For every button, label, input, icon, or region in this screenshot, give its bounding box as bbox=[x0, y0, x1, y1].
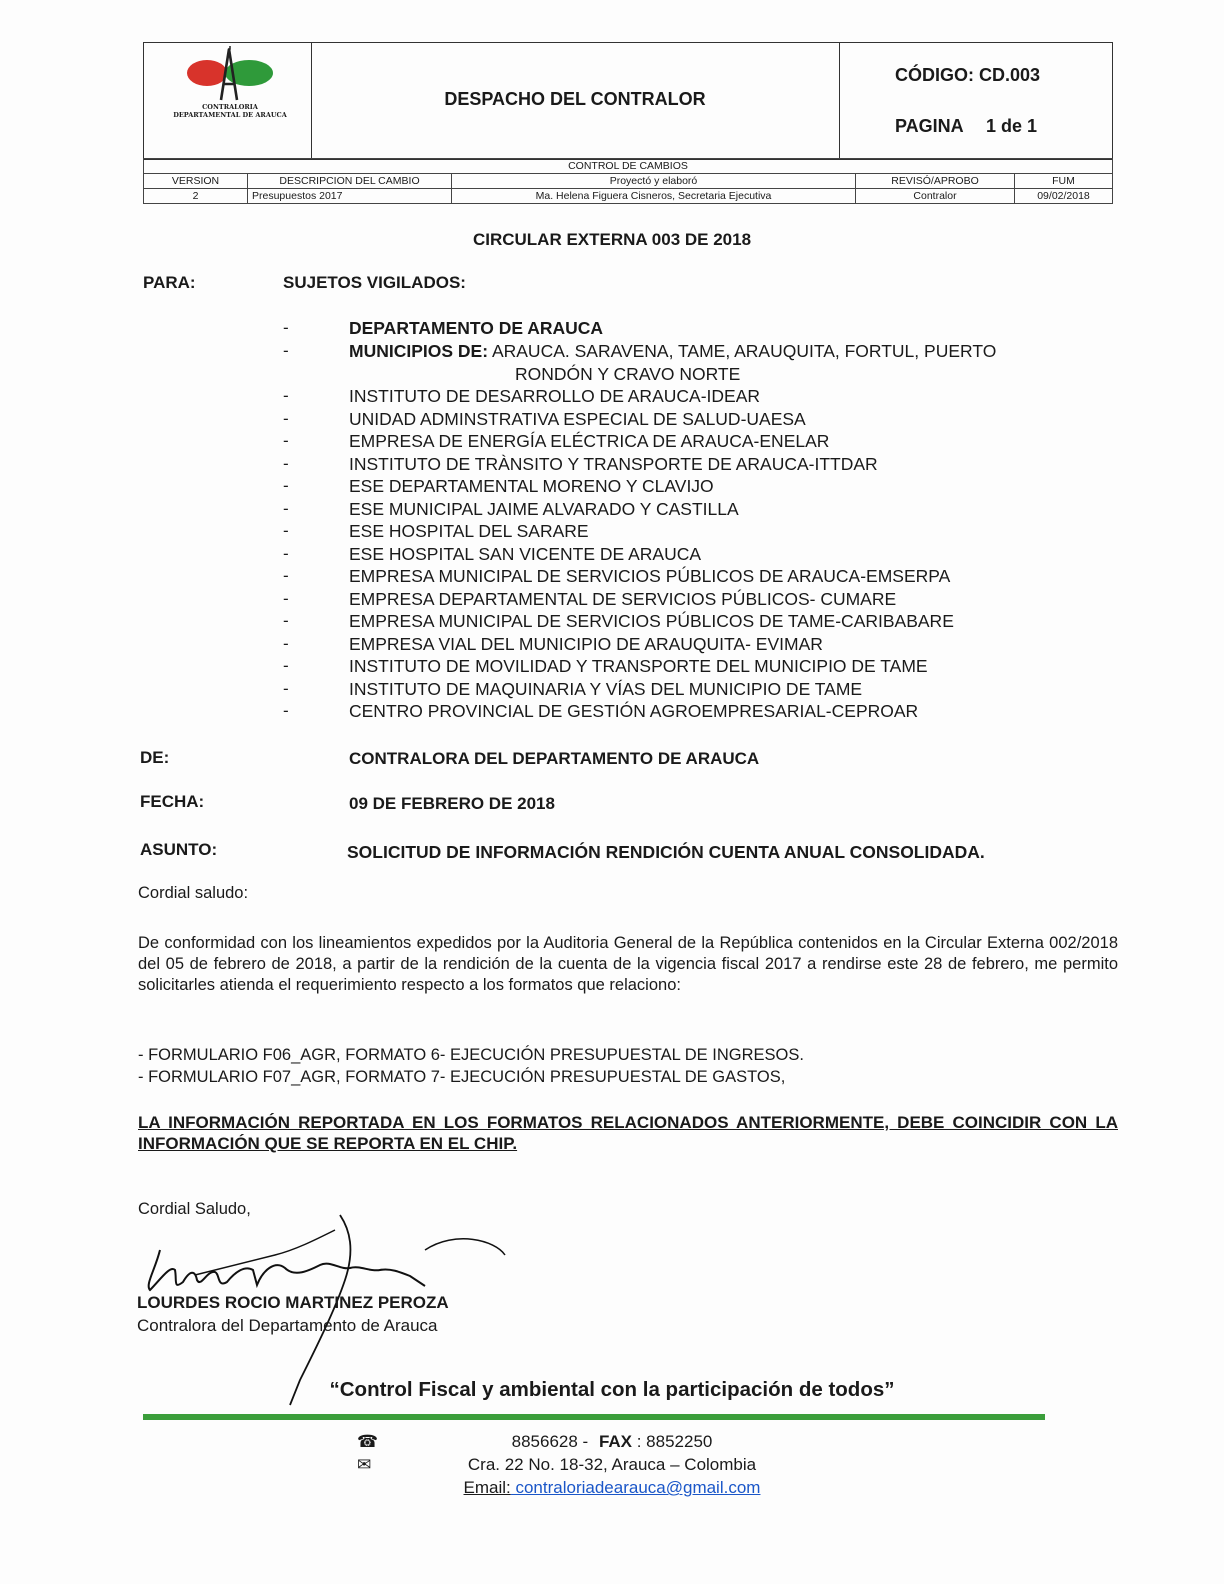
list-dash: - bbox=[283, 611, 289, 630]
table-cell: Contralor bbox=[856, 189, 1015, 204]
list-item: INSTITUTO DE TRÀNSITO Y TRANSPORTE DE ARAUCA-ITTDAR bbox=[349, 454, 878, 474]
list-item: DEPARTAMENTO DE ARAUCA bbox=[349, 318, 604, 338]
table-cell: Presupuestos 2017 bbox=[248, 189, 452, 204]
logo-text-line1: CONTRALORIA bbox=[202, 103, 258, 111]
list-dash: - bbox=[283, 431, 289, 450]
municipios-label: MUNICIPIOS DE: bbox=[349, 341, 489, 361]
table-header-cell: REVISÓ/APROBO bbox=[856, 174, 1015, 189]
footer-address: Cra. 22 No. 18-32, Arauca – Colombia bbox=[467, 1455, 757, 1474]
list-dash: - bbox=[283, 679, 289, 698]
list-dash: - bbox=[283, 634, 289, 653]
list-dash: - bbox=[283, 544, 289, 563]
footer-quote: “Control Fiscal y ambiental con la participación de todos” bbox=[329, 1378, 895, 1401]
table-header-cell: Proyectó y elaboró bbox=[452, 174, 856, 189]
list-dash: - bbox=[283, 566, 289, 585]
change-control-title: CONTROL DE CAMBIOS bbox=[144, 159, 1113, 174]
list-item: INSTITUTO DE MAQUINARIA Y VÍAS DEL MUNICIPIO DE TAME bbox=[349, 679, 863, 699]
contraloria-logo-icon bbox=[185, 46, 275, 104]
list-item: ESE MUNICIPAL JAIME ALVARADO Y CASTILLA bbox=[349, 499, 739, 519]
list-dash: - bbox=[283, 521, 289, 540]
para-heading: SUJETOS VIGILADOS: bbox=[283, 273, 466, 292]
circular-title: CIRCULAR EXTERNA 003 DE 2018 bbox=[472, 230, 752, 249]
list-item: EMPRESA DE ENERGÍA ELÉCTRICA DE ARAUCA-ENELAR bbox=[349, 431, 830, 451]
municipios-list: ARAUCA. SARAVENA, TAME, ARAUQUITA, FORTUL, PUERTO bbox=[488, 341, 997, 361]
para-label: PARA: bbox=[143, 273, 196, 292]
table-cell: 2 bbox=[144, 189, 248, 204]
list-item: EMPRESA MUNICIPAL DE SERVICIOS PÚBLICOS DE TAME-CARIBABARE bbox=[349, 611, 954, 631]
list-dash: - bbox=[283, 386, 289, 405]
signer-name: LOURDES ROCIO MARTINEZ PEROZA bbox=[137, 1293, 449, 1312]
phone-number: 8856628 - bbox=[511, 1432, 589, 1451]
table-header-cell: FUM bbox=[1015, 174, 1113, 189]
footer-email-line bbox=[0, 1478, 1224, 1498]
table-row bbox=[144, 189, 1113, 204]
list-item bbox=[349, 341, 996, 362]
table-cell: 09/02/2018 bbox=[1015, 189, 1113, 204]
formato-2: - FORMULARIO F07_AGR, FORMATO 7- EJECUCIÓN PRESUPUESTAL DE GASTOS, bbox=[138, 1068, 786, 1086]
email-label: Email: bbox=[463, 1478, 511, 1497]
code-cell bbox=[839, 43, 1113, 159]
footer-rule bbox=[143, 1414, 1045, 1420]
table-header-row bbox=[144, 174, 1113, 189]
asunto-label: ASUNTO: bbox=[140, 840, 218, 859]
list-item: ESE DEPARTAMENTAL MORENO Y CLAVIJO bbox=[349, 476, 714, 496]
list-dash: - bbox=[283, 589, 289, 608]
list-item: CENTRO PROVINCIAL DE GESTIÓN AGROEMPRESARIAL-CEPROAR bbox=[349, 701, 919, 721]
fax-label: FAX bbox=[598, 1432, 632, 1451]
page-indicator bbox=[895, 116, 1037, 137]
list-item: ESE HOSPITAL DEL SARARE bbox=[349, 521, 589, 541]
page-label: PAGINA bbox=[895, 116, 964, 136]
list-item: INSTITUTO DE MOVILIDAD Y TRANSPORTE DEL MUNICIPIO DE TAME bbox=[349, 656, 928, 676]
list-dash: - bbox=[283, 476, 289, 495]
greeting: Cordial saludo: bbox=[138, 884, 249, 902]
list-dash: - bbox=[283, 499, 289, 518]
table-header-cell: VERSION bbox=[144, 174, 248, 189]
list-item: UNIDAD ADMINSTRATIVA ESPECIAL DE SALUD-UAESA bbox=[349, 409, 806, 429]
closing: Cordial Saludo, bbox=[138, 1200, 251, 1218]
signer-role: Contralora del Departamento de Arauca bbox=[137, 1316, 438, 1335]
notice-text: LA INFORMACIÓN REPORTADA EN LOS FORMATOS RELACIONADOS ANTERIORMENTE, DEBE COINCIDIR CON LA INFORMACIÓN QUE SE REPORTA EN EL CHIP. bbox=[138, 1113, 1118, 1153]
list-item: INSTITUTO DE DESARROLLO DE ARAUCA-IDEAR bbox=[349, 386, 761, 406]
list-dash: - bbox=[283, 656, 289, 675]
footer-phone-line bbox=[0, 1432, 1224, 1452]
list-item: EMPRESA MUNICIPAL DE SERVICIOS PÚBLICOS DE ARAUCA-EMSERPA bbox=[349, 566, 951, 586]
formato-1: - FORMULARIO F06_AGR, FORMATO 6- EJECUCIÓN PRESUPUESTAL DE INGRESOS. bbox=[138, 1046, 804, 1064]
list-item: ESE HOSPITAL SAN VICENTE DE ARAUCA bbox=[349, 544, 702, 564]
list-dash: - bbox=[283, 409, 289, 428]
fax-number: : 8852250 bbox=[636, 1432, 713, 1451]
list-dash: - bbox=[283, 341, 289, 360]
de-value: CONTRALORA DEL DEPARTAMENTO DE ARAUCA bbox=[349, 749, 760, 768]
list-dash: - bbox=[283, 318, 289, 337]
list-item: EMPRESA VIAL DEL MUNICIPIO DE ARAUQUITA- EVIMAR bbox=[349, 634, 823, 654]
list-dash: - bbox=[283, 454, 289, 473]
list-dash: - bbox=[283, 701, 289, 720]
document-code: CÓDIGO: CD.003 bbox=[895, 65, 1041, 85]
email-link[interactable]: contraloriadearauca@gmail.com bbox=[510, 1478, 761, 1497]
page-value: 1 de 1 bbox=[986, 116, 1038, 136]
logo-text-line2: DEPARTAMENTAL DE ARAUCA bbox=[173, 111, 287, 119]
fecha-value: 09 DE FEBRERO DE 2018 bbox=[349, 794, 555, 813]
body-paragraph: De conformidad con los lineamientos expedidos por la Auditoria General de la República contenidos en la Circular Externa 002/2018 del 05 de febrero de 2018, a partir de la rendición de la cuenta de la vigencia fiscal 2017 a rendirse este 28 de febrero, me permito solicitarles atienda el requerimiento respecto a los formatos que relaciono: bbox=[138, 934, 1118, 994]
mail-icon: ✉ bbox=[357, 1455, 372, 1474]
list-item-continued: RONDÓN Y CRAVO NORTE bbox=[515, 364, 741, 384]
de-label: DE: bbox=[140, 748, 170, 767]
fecha-label: FECHA: bbox=[140, 792, 205, 811]
logo-text bbox=[165, 103, 295, 119]
asunto-value: SOLICITUD DE INFORMACIÓN RENDICIÓN CUENTA ANUAL CONSOLIDADA. bbox=[347, 842, 985, 862]
list-item: EMPRESA DEPARTAMENTAL DE SERVICIOS PÚBLICOS- CUMARE bbox=[349, 589, 897, 609]
table-header-cell: DESCRIPCION DEL CAMBIO bbox=[248, 174, 452, 189]
header-title: DESPACHO DEL CONTRALOR bbox=[444, 89, 706, 109]
change-control-table bbox=[143, 158, 1113, 204]
phone-icon: ☎ bbox=[357, 1432, 379, 1451]
table-cell: Ma. Helena Figuera Cisneros, Secretaria Ejecutiva bbox=[452, 189, 856, 204]
